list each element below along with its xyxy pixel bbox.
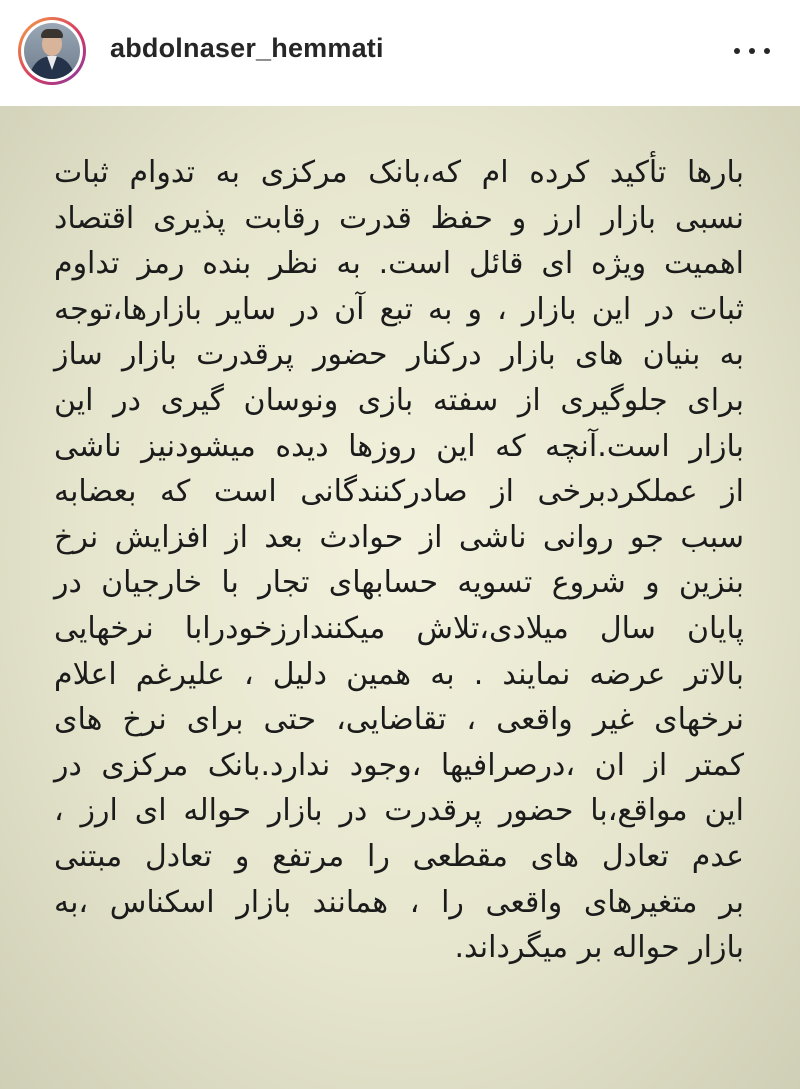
text-line: به بنیان های بازار درکنار حضور پرقدرت بازار ساز	[54, 337, 744, 373]
dot-2	[749, 48, 755, 54]
avatar-ring	[21, 20, 83, 82]
more-options-icon[interactable]	[734, 36, 770, 66]
text-line: بر متغیرهای واقعی را ، همانند بازار اسکناس ،به	[54, 884, 744, 920]
post-header	[0, 0, 800, 106]
dot-1	[734, 48, 740, 54]
text-line: از عملکردبرخی از صادرکنندگانی است که بعضابه	[54, 474, 744, 510]
text-line: برای جلوگیری از سفته بازی ونوسان گیری در این	[54, 382, 744, 418]
text-line: نسبی بازار ارز و حفظ قدرت رقابت پذیری اقتصاد	[54, 200, 744, 236]
text-line: بنزین و شروع تسویه حسابهای تجار با خارجیان در	[54, 565, 744, 601]
text-line-last: بازار حواله بر میگرداند.	[454, 930, 744, 966]
avatar-hair	[41, 29, 63, 38]
text-line: اهمیت ویژه ای قائل است. به نظر بنده رمز تداوم	[54, 246, 744, 282]
text-line: بارها تأکید کرده ام که،بانک مرکزی به تدوام ثبات	[54, 155, 744, 190]
text-line: ثبات در این بازار ، و به تبع آن در سایر بازارها،توجه	[54, 291, 744, 327]
text-line: بالاتر عرضه نمایند . به همین دلیل ، علیرغم اعلام	[54, 656, 744, 692]
avatar[interactable]	[18, 17, 86, 85]
text-line: عدم تعادل های مقطعی را مرتفع و تعادل مبتنی	[54, 838, 744, 874]
text-line: پایان سال میلادی،تلاش میکنندارزخودرابا نرخهایی	[54, 610, 744, 646]
avatar-photo	[24, 23, 80, 79]
post-text-block	[54, 150, 744, 971]
text-line: نرخهای غیر واقعی ، تقاضایی، حتی برای نرخ های	[54, 702, 744, 738]
username-link[interactable]: abdolnaser_hemmati	[110, 33, 384, 63]
dot-3	[764, 48, 770, 54]
text-line: کمتر از ان ،درصرافیها ،وجود ندارد.بانک مرکزی در	[54, 747, 744, 783]
text-line: بازار است.آنچه که این روزها دیده میشودنیز ناشی	[54, 428, 744, 464]
post-image	[0, 106, 800, 1089]
text-line: سبب جو روانی ناشی از حوادث بعد از افزایش نرخ	[54, 519, 744, 555]
text-line: این مواقع،با حضور پرقدرت در بازار حواله ای ارز ،	[54, 793, 744, 829]
